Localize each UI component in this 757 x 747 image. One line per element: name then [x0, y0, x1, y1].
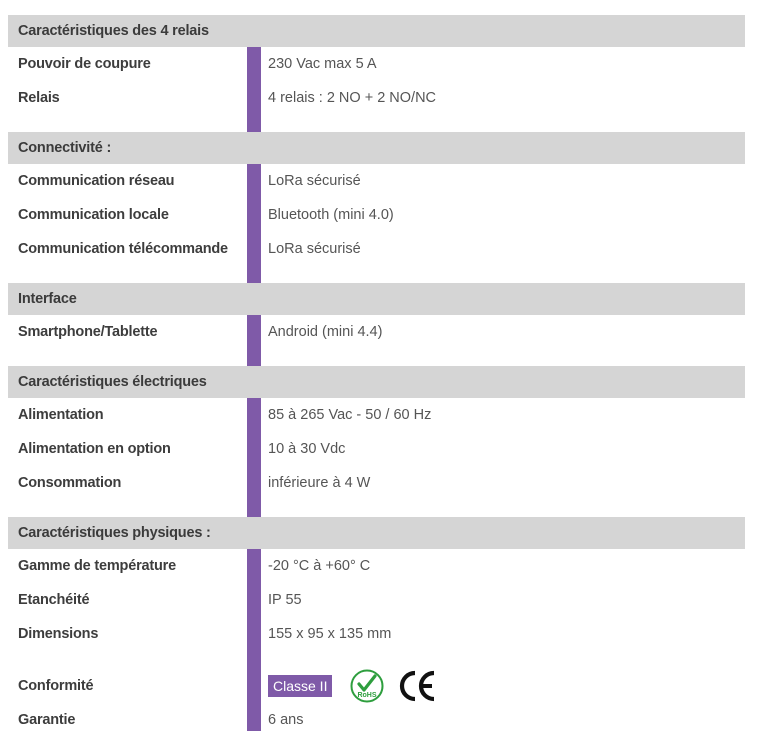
row-value: IP 55 [268, 592, 302, 608]
table-row [8, 617, 745, 651]
table-row [8, 164, 745, 198]
row-label: Conformité [18, 678, 94, 694]
section-header-physiques [8, 517, 745, 549]
row-value: 155 x 95 x 135 mm [268, 626, 392, 642]
row-label: Communication télécommande [18, 241, 228, 257]
row-spacer [8, 651, 745, 668]
table-row [8, 315, 745, 349]
row-label: Pouvoir de coupure [18, 56, 151, 72]
table-row [8, 232, 745, 266]
row-value: 85 à 265 Vac - 50 / 60 Hz [268, 407, 432, 423]
section-title: Connectivité : [18, 140, 112, 156]
table-row [8, 432, 745, 466]
row-spacer [8, 115, 745, 132]
table-row [8, 47, 745, 81]
row-value: -20 °C à +60° C [268, 558, 371, 574]
table-row [8, 398, 745, 432]
row-value: 6 ans [268, 712, 304, 728]
row-label: Consommation [18, 475, 122, 491]
section-header-relais [8, 15, 745, 47]
row-label: Garantie [18, 712, 76, 728]
row-value: 4 relais : 2 NO + 2 NO/NC [268, 90, 437, 106]
row-value: 230 Vac max 5 A [268, 56, 377, 72]
row-value: inférieure à 4 W [268, 475, 371, 491]
row-spacer [8, 500, 745, 517]
row-spacer [8, 266, 745, 283]
row-label: Etanchéité [18, 592, 90, 608]
certification-badges [268, 668, 438, 704]
row-label: Alimentation [18, 407, 104, 423]
classe-ii-badge: Classe II [268, 675, 332, 697]
rohs-icon [350, 669, 384, 703]
row-label: Communication locale [18, 207, 169, 223]
row-label: Relais [18, 90, 60, 106]
row-label: Dimensions [18, 626, 99, 642]
row-label: Gamme de température [18, 558, 176, 574]
row-value: LoRa sécurisé [268, 173, 361, 189]
row-value: Android (mini 4.4) [268, 324, 383, 340]
table-row [8, 583, 745, 617]
section-header-interface [8, 283, 745, 315]
section-title: Interface [18, 291, 77, 307]
row-label: Smartphone/Tablette [18, 324, 158, 340]
row-label: Alimentation en option [18, 441, 171, 457]
spec-table [8, 15, 745, 736]
section-header-connectivite [8, 132, 745, 164]
section-header-electriques [8, 366, 745, 398]
table-row [8, 466, 745, 500]
section-title: Caractéristiques des 4 relais [18, 23, 209, 39]
table-row-conformite [8, 668, 745, 704]
rohs-text: RoHS [357, 692, 377, 699]
section-title: Caractéristiques physiques : [18, 525, 211, 541]
table-row-garantie [8, 704, 745, 736]
ce-mark-icon [398, 669, 438, 703]
row-label: Communication réseau [18, 173, 175, 189]
table-row [8, 198, 745, 232]
row-spacer [8, 349, 745, 366]
row-value: 10 à 30 Vdc [268, 441, 346, 457]
table-row [8, 549, 745, 583]
row-value: Bluetooth (mini 4.0) [268, 207, 394, 223]
section-title: Caractéristiques électriques [18, 374, 207, 390]
table-row [8, 81, 745, 115]
row-value: LoRa sécurisé [268, 241, 361, 257]
